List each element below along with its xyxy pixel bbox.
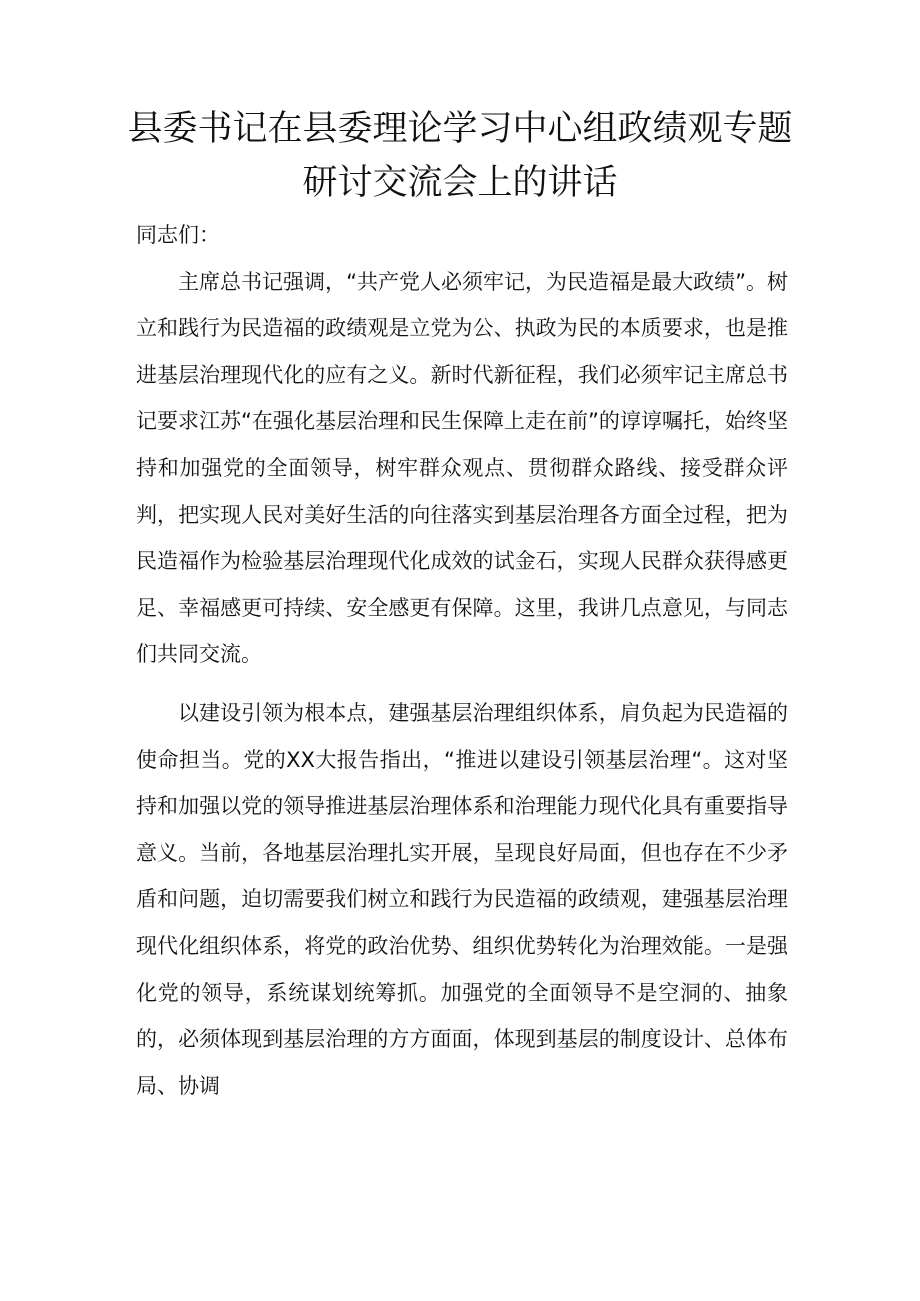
paragraph-party-building: 以建设引领为根本点，建强基层治理组织体系，肩负起为民造福的使命担当。党的XX大报告指出，“推进以建设引领基层治理“。这对坚持和加强以党的领导推进基层治理体系和治理能力现代化具有重要指导意义。当前，各地基层治理扎实开展，呈现良好局面，但也存在不少矛盾和问题，迫切需要我们树立和践行为民造福的政绩观，建强基层治理现代化组织体系，将党的政治优势、组织优势转化为治理效能。一是强化党的领导，系统谋划统筹抓。加强党的全面领导不是空洞的、抽象的，必须体现到基层治理的方方面面，体现到基层的制度设计、总体布局、协调: [136, 700, 788, 1098]
salutation: 同志们：: [136, 223, 220, 247]
paragraph-intro: 主席总书记强调，“共产党人必须牢记，为民造福是最大政绩”。树立和践行为民造福的政绩观是立党为公、执政为民的本质要求，也是推进基层治理现代化的应有之义。新时代新征程，我们必须牢记主席总书记要求江苏“在强化基层治理和民生保障上走在前”的谆谆嘱托，始终坚持和加强党的全面领导，树牢群众观点、贯彻群众路线、接受群众评判，把实现人民对美好生活的向往落实到基层治理各方面全过程，把为民造福作为检验基层治理现代化成效的试金石，实现人民群众获得感更足、幸福感更可持续、安全感更有保障。这里，我讲几点意见，与同志们共同交流。: [136, 269, 788, 667]
document-body: [136, 212, 788, 1109]
document-title: 县委书记在县委理论学习中心组政绩观专题研讨交流会上的讲话: [127, 109, 793, 203]
